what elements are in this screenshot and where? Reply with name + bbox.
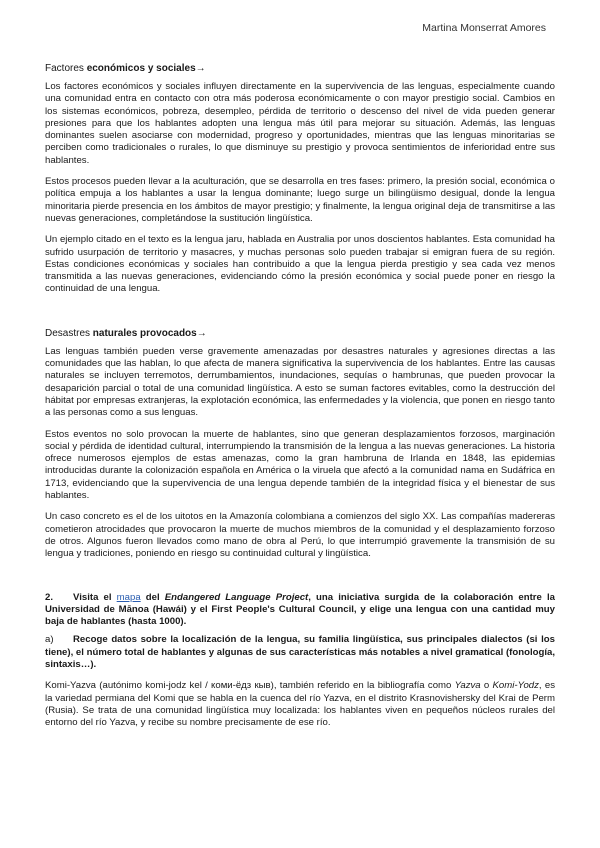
heading-bold: naturales provocados bbox=[92, 327, 197, 339]
paragraph: Las lenguas también pueden verse gravemente amenazadas por desastres naturales y agresiones directas a las comunidades que las hablan, lo que afecta de manera significativa la supervivencia de los hablantes. Entre las causas naturales se incluyen terremotos, derrumbamientos, inundaciones, sequías o hambrunas, que pueden provocar la desaparición parcial o total de una comunidad lingüística. A esto se suman factores evitables, como la destrucción del hábitat por empresas extranjeras, la explotación económica, las enfermedades y la violencia, que ponen en riesgo tanto a las personas como a sus lenguas. bbox=[45, 345, 555, 419]
question-2 bbox=[45, 592, 555, 629]
subquestion-a bbox=[45, 634, 555, 671]
question-text: Visita el bbox=[73, 591, 117, 603]
subquestion-label: a) bbox=[45, 634, 54, 646]
paragraph: Estos procesos pueden llevar a la aculturación, que se desarrolla en tres fases: primero, la presión social, económica o política empuja a los hablantes a usar la lengua dominante; luego surge un bilingüismo desigual, donde la lengua minoritaria pierde presencia en los ámbitos de mayor prestigio; y finalmente, la lengua original deja de transmitirse a las nuevas generaciones, completándose la sustitución lingüística. bbox=[45, 176, 555, 224]
paragraph: Estos eventos no solo provocan la muerte de hablantes, sino que generan desplazamientos forzosos, marginación social y pérdida de identidad cultural, interrumpiendo la transmisión de la lengua a las nuevas generaciones. La historia ofrece numerosos ejemplos de estas amenazas, como la gran hambruna de Irlanda en 1848, las epidemias introducidas durante la colonización española en América o la viruela que afectó a la comunidad nama en Sudáfrica en 1713, evidenciando que la supervivencia de una lengua depende también de la integridad física y el bienestar de sus hablantes. bbox=[45, 428, 555, 502]
subquestion-text: Recoge datos sobre la localización de la lengua, su familia lingüística, sus principales dialectos (si los tiene), el número total de hablantes y algunas de sus características más notables a nivel gramatical (fonología, sintaxis…). bbox=[45, 634, 555, 670]
paragraph: Los factores económicos y sociales influyen directamente en la supervivencia de las lenguas, especialmente cuando una comunidad entra en contacto con otra más poderosa económicamente o con mayor prestigio social. Cambios en los sistemas económicos, pobreza, desempleo, pérdida de territorio o descenso del nivel de vida pueden generar presiones para que los hablantes adopten una lengua más útil para mejorar su situación. Además, las lenguas dominantes suelen asociarse con modernidad, progreso y oportunidades, mientras que las lenguas minoritarias se perciben como tradicionales o rurales, lo que disminuye su prestigio y provoca sentimientos de inferioridad entre sus hablantes. bbox=[45, 81, 555, 166]
answer-paragraph bbox=[45, 680, 555, 729]
language-name-yazva: Yazva bbox=[454, 680, 481, 692]
arrow-icon: → bbox=[196, 327, 207, 339]
question-text: , una iniciativa surgida de la colaboración entre la Universidad de Mānoa (Hawái) y el First People's Cultural Council, y elige una lengua con una cantidad muy baja de hablantes (hasta 1000). bbox=[45, 591, 555, 628]
language-name-komi-yodz: Komi-Yodz bbox=[492, 680, 539, 692]
section-heading-economic bbox=[45, 62, 555, 75]
heading-plain: Factores bbox=[45, 63, 87, 74]
spacer bbox=[45, 570, 555, 592]
project-name: Endangered Language Project bbox=[164, 591, 309, 603]
author-name: Martina Monserrat Amores bbox=[422, 22, 546, 34]
question-text: del bbox=[140, 591, 165, 603]
arrow-icon: → bbox=[195, 63, 206, 74]
heading-plain: Desastres bbox=[45, 327, 93, 339]
paragraph: Un caso concreto es el de los uitotos en la Amazonía colombiana a comienzos del siglo XX. Las compañías madereras cometieron atrocidades que provocaron la muerte de muchos miembros de la comunidad y el desplazamiento forzoso de otros. Algunos fueron llevados como mano de obra al Perú, lo que interrumpió gravemente la transmisión de su lengua y tradiciones, poniendo en riesgo su continuidad cultural y lingüística. bbox=[45, 511, 555, 560]
answer-text: o bbox=[480, 680, 493, 692]
question-number: 2. bbox=[45, 591, 54, 603]
answer-text: Komi-Yazva (autónimo komi-jodz kel / коми-ёдз кыв), también referido en la bibliografía como bbox=[45, 680, 455, 692]
map-link[interactable]: mapa bbox=[116, 591, 141, 603]
answer-text: , es la variedad permiana del Komi que se habla en la cuenca del río Yazva, en el distrito Krasnovishersky del Krai de Perm (Rusia). Se trata de una comunidad lingüística muy localizada: los hablantes viven en pequeños núcleos rurales del entorno del río Yazva, y recibe su nombre precisamente de ese río. bbox=[45, 680, 556, 729]
heading-bold: económicos y sociales bbox=[86, 63, 196, 74]
section-heading-disasters bbox=[45, 327, 555, 340]
document-body bbox=[45, 62, 555, 738]
spacer bbox=[45, 305, 555, 327]
paragraph: Un ejemplo citado en el texto es la lengua jaru, hablada en Australia por unos doscientos hablantes. Esta comunidad ha sufrido usurpación de territorio y masacres, y muchas personas solo pueden trabajar si emigran fuera de su región. Estas condiciones económicas y sociales han contribuido a que la lengua pierda prestigio y sea cada vez menos transmitida a las nuevas generaciones, evidenciando cómo la presión económica y social puede poner en riesgo la continuidad de una lengua. bbox=[45, 234, 555, 295]
